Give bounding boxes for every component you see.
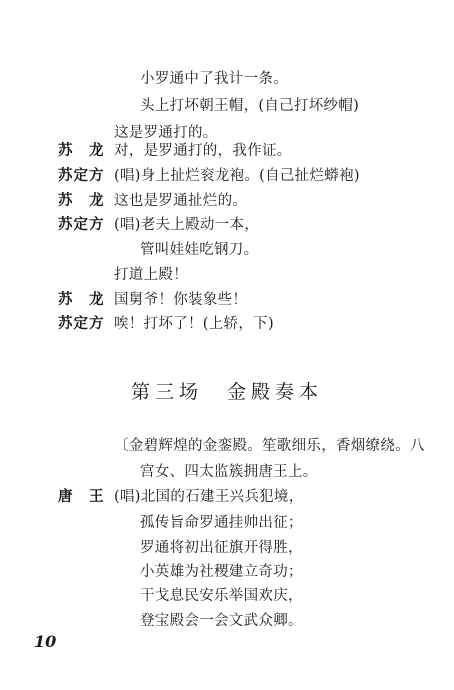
script-line: (唱)老夫上殿动一本， xyxy=(114,217,260,233)
speaker-name: 苏定方 xyxy=(58,216,105,233)
speaker-name: 苏 龙 xyxy=(58,291,105,308)
script-line: 罗通将初出征旗开得胜， xyxy=(140,540,303,556)
script-line: 小英雄为社稷建立奇功； xyxy=(140,564,303,580)
script-line: 干戈息民安乐举国欢庆， xyxy=(140,588,303,604)
speaker-name: 苏定方 xyxy=(58,167,105,184)
scene-title: 第三场 金殿奏本 xyxy=(130,381,323,403)
script-line: 孤传旨命罗通挂帅出征； xyxy=(140,515,303,531)
script-line: 登宝殿会一会文武众卿。 xyxy=(140,613,303,629)
speaker-name: 苏 龙 xyxy=(58,192,105,209)
script-line: 唉！打坏了！(上轿，下) xyxy=(114,316,274,332)
stage-direction: 〔金碧辉煌的金銮殿。笙歌细乐，香烟缭绕。八 xyxy=(114,438,425,454)
script-line: 国舅爷！你装象些！ xyxy=(114,292,248,308)
page-number: 10 xyxy=(34,632,57,651)
script-line: 头上打坏朝王帽，(自己打坏纱帽) xyxy=(140,98,360,114)
speaker-name: 苏定方 xyxy=(58,315,105,332)
script-line: 小罗通中了我计一条。 xyxy=(140,71,288,87)
script-line: (唱)身上扯烂衮龙袍。(自己扯烂蟒袍) xyxy=(114,168,360,184)
script-line: (唱)北国的石建王兴兵犯境， xyxy=(114,489,304,505)
script-line: 这也是罗通扯烂的。 xyxy=(114,193,248,209)
script-line: 对，是罗通打的，我作证。 xyxy=(114,143,292,159)
speaker-name: 苏 龙 xyxy=(58,142,105,159)
script-line: 打道上殿！ xyxy=(114,267,188,283)
stage-direction: 宫女、四太监簇拥唐王上。 xyxy=(140,464,318,480)
script-line: 管叫娃娃吃钢刀。 xyxy=(140,242,259,258)
script-line: 这是罗通打的。 xyxy=(114,125,218,141)
speaker-name: 唐 王 xyxy=(58,488,105,505)
